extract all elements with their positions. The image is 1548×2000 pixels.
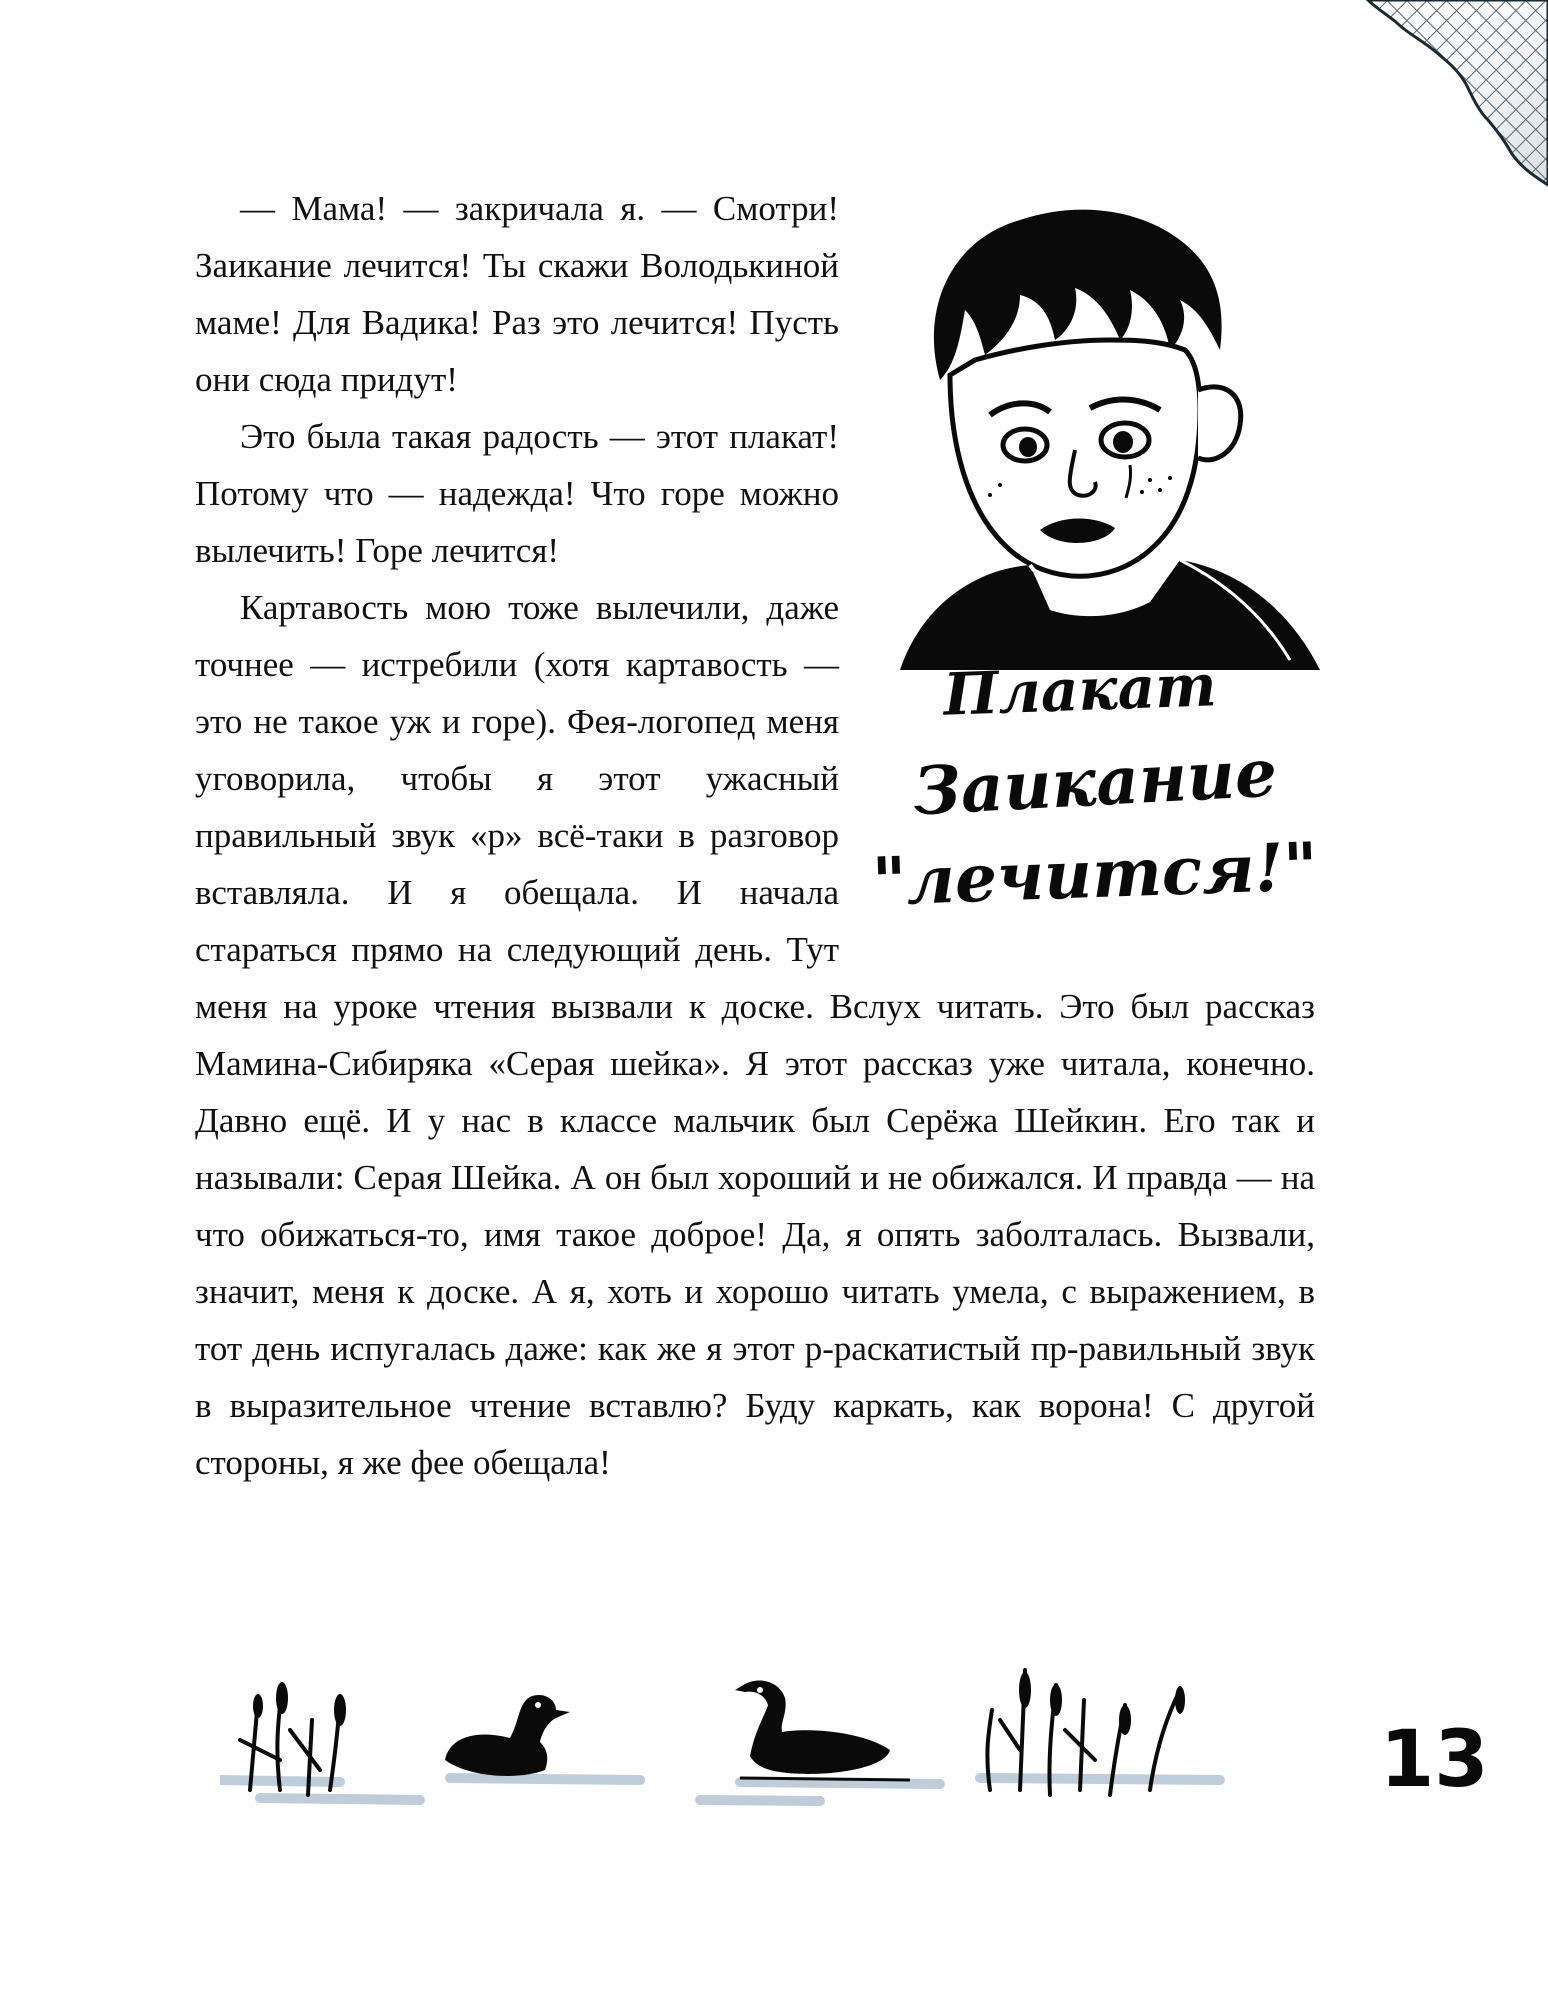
pond-scene-decoration bbox=[220, 1660, 1240, 1830]
caption-line-3: "лечится!" bbox=[870, 827, 1320, 921]
paragraph-3: Картавость мою тоже вылечили, даже точнее — истребили (хотя картавость — это не такое уж и горе). Фея-логопед меня уговорила, чтобы я этот ужасный правильный звук «р» всё-таки в разговор вставляла. И я обещала. И начала стараться прямо на следующий день. Тут меня на уроке чтения вызвали к доске. Вслух читать. Это был рассказ Мамина-Сибиряка «Серая шейка». Я этот рассказ уже читала, конечно. Давно ещё. И у нас в классе мальчик был Серёжа Шейкин. Его так и называли: Серая Шейка. А он был хороший и не обижался. И правда — на что обижаться-то, имя такое доброе! Да, я опять заболталась. Вызвали, значит, меня к доске. А я, хоть и хорошо читать умела, с выражением, в тот день испугалась даже: как же я этот р-раскатистый пр-равильный звук в выразительное чтение вставлю? Буду каркать, как ворона! С другой стороны, я же фее обещала! bbox=[195, 588, 1315, 1482]
boy-portrait-illustration bbox=[880, 190, 1340, 670]
caption-line-2: Заикание bbox=[911, 733, 1279, 831]
paragraph-2: Это была такая радость — этот плакат! Потому что — надежда! Что горе можно вылечить! Горе лечится! bbox=[195, 417, 839, 570]
caption-line-1: Плакат bbox=[942, 651, 1218, 729]
paragraph-1: — Мама! — закричала я. — Смотри! Заикание лечится! Ты скажи Володькиной маме! Для Вадика! Раз это лечится! Пусть они сюда придут! bbox=[195, 189, 839, 399]
corner-crosshatch-decoration bbox=[1308, 0, 1548, 190]
poster-caption bbox=[860, 650, 1330, 950]
page-number: 13 bbox=[1380, 1715, 1489, 1805]
